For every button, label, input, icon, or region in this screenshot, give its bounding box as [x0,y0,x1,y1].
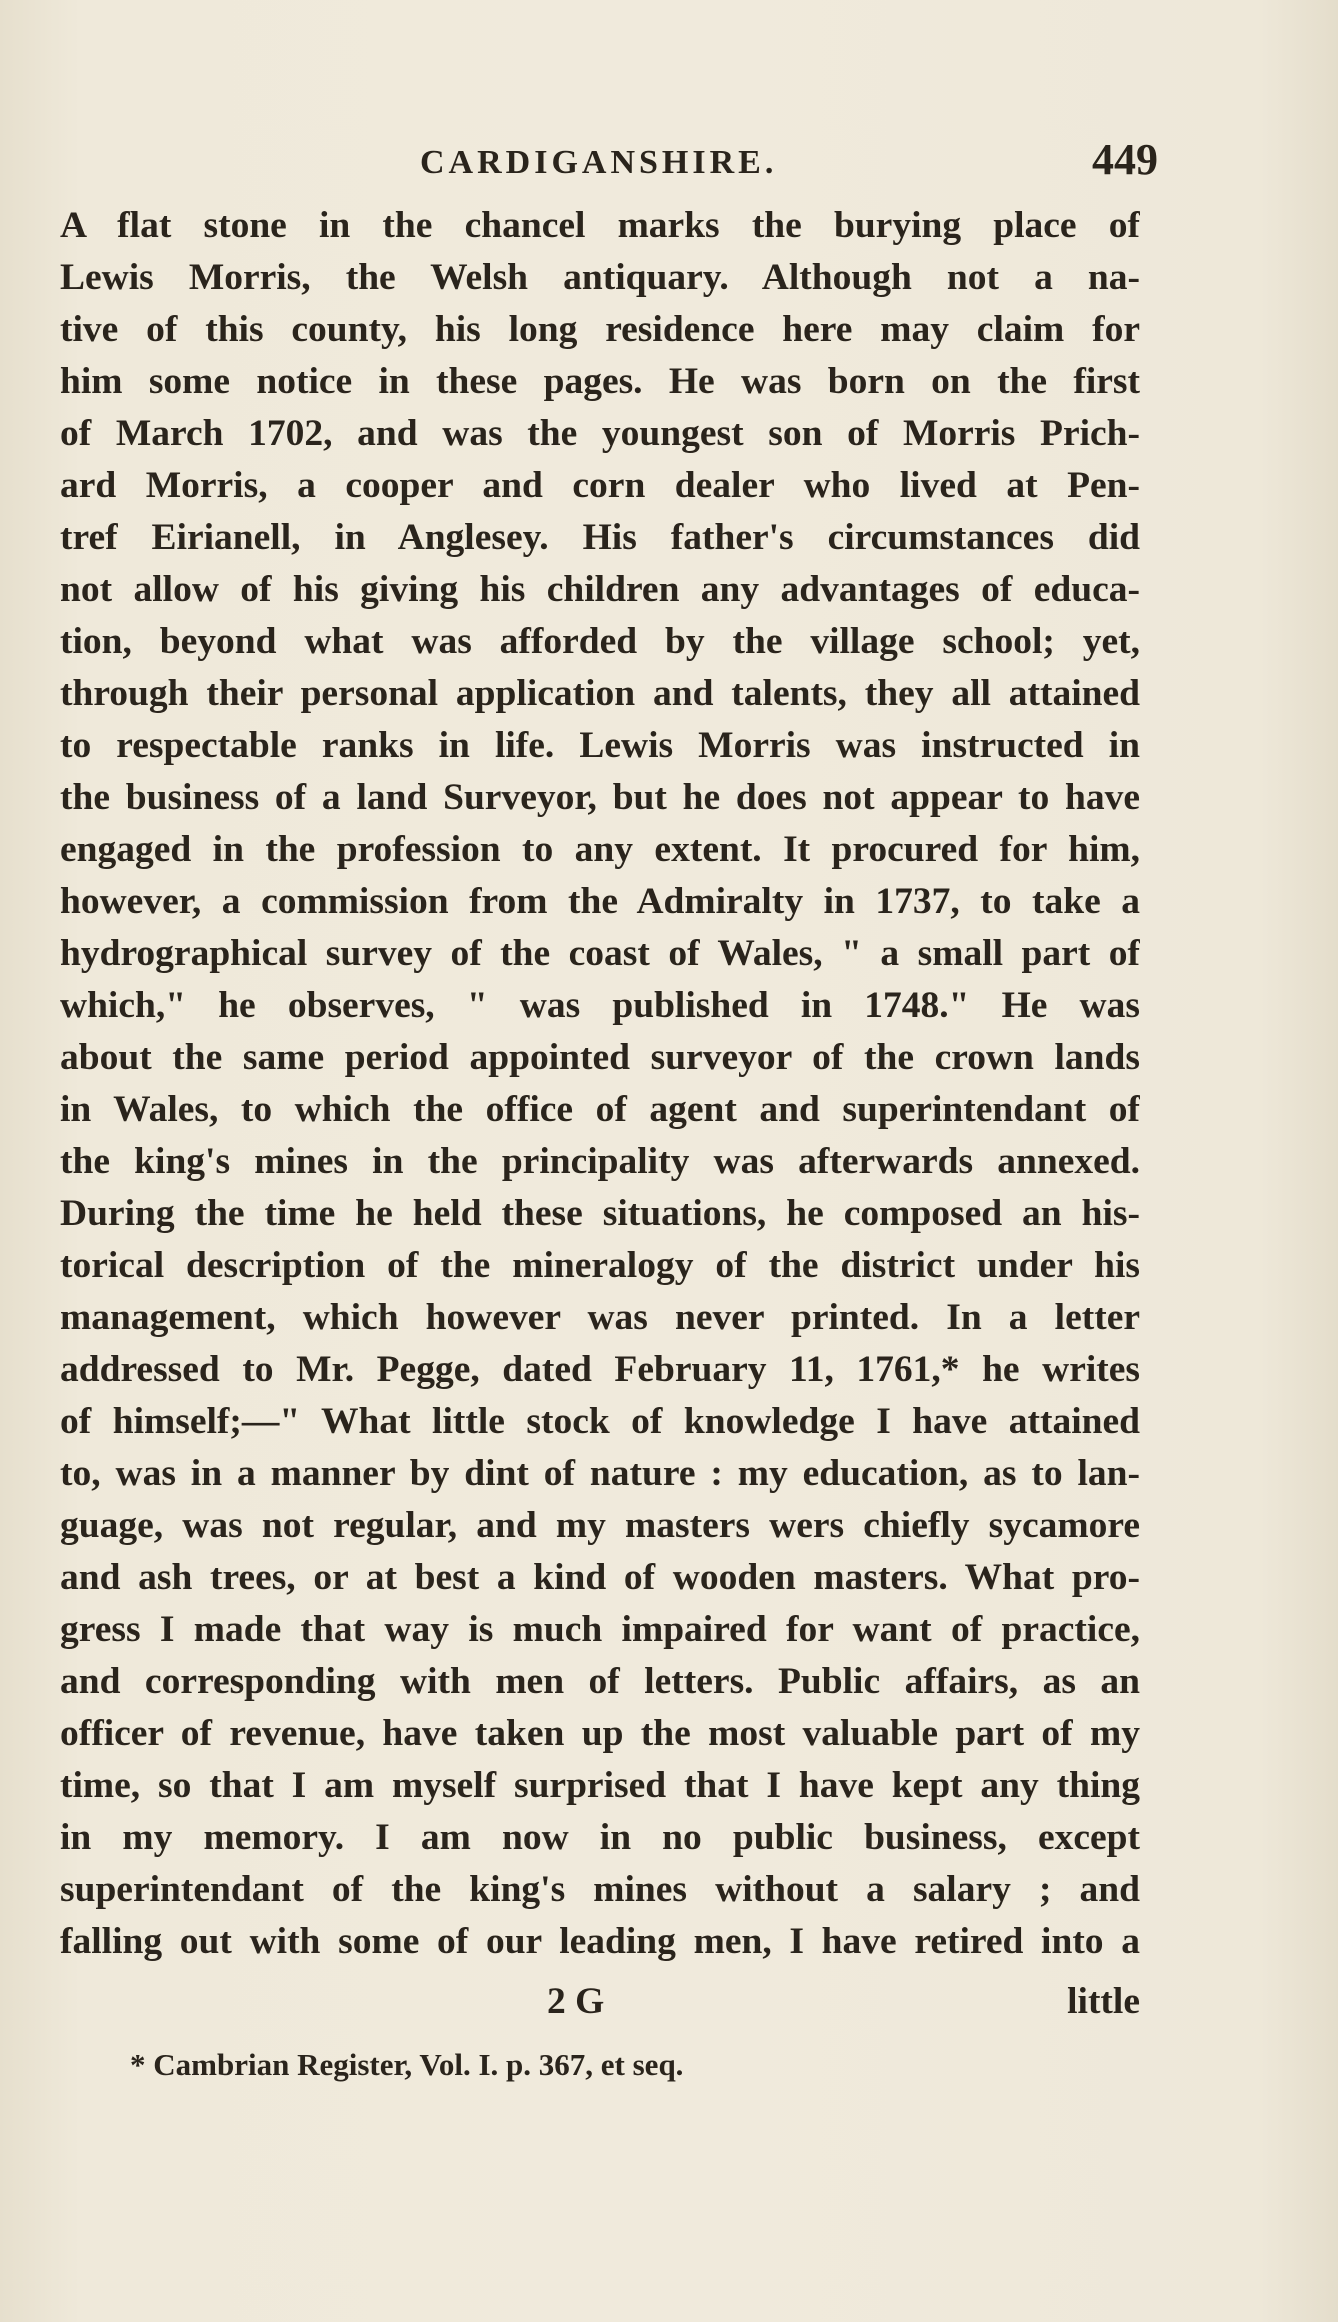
text-line: not allow of his giving his children any advantages of educa- [60,569,1140,610]
text-line: falling out with some of our leading men, I have retired into a [60,1921,1140,1962]
text-line: superintendant of the king's mines without a salary ; and [60,1869,1140,1910]
text-line: about the same period appointed surveyor of the crown lands [60,1037,1140,1078]
page-header [60,128,1158,188]
text-line: of March 1702, and was the youngest son of Morris Prich- [60,413,1140,454]
text-line: tref Eirianell, in Anglesey. His father's circumstances did [60,517,1140,558]
signature-mark: 2 G [547,1981,605,2022]
text-line: management, which however was never printed. In a letter [60,1297,1140,1338]
running-head: CARDIGANSHIRE. [420,144,778,181]
text-line: tion, beyond what was afforded by the village school; yet, [60,621,1140,662]
text-line: Lewis Morris, the Welsh antiquary. Although not a na- [60,257,1140,298]
text-line: tive of this county, his long residence here may claim for [60,309,1140,350]
text-line: torical description of the mineralogy of the district under his [60,1245,1140,1286]
text-line: the king's mines in the principality was afterwards annexed. [60,1141,1140,1182]
text-line: through their personal application and talents, they all attained [60,673,1140,714]
text-line: to, was in a manner by dint of nature : my education, as to lan- [60,1453,1140,1494]
text-line: engaged in the profession to any extent. It procured for him, [60,829,1140,870]
text-line: of himself;—" What little stock of knowledge I have attained [60,1401,1140,1442]
text-line: to respectable ranks in life. Lewis Morris was instructed in [60,725,1140,766]
text-line: During the time he held these situations, he composed an his- [60,1193,1140,1234]
text-line: which," he observes, " was published in 1748." He was [60,985,1140,1026]
text-line: officer of revenue, have taken up the most valuable part of my [60,1713,1140,1754]
text-line: and corresponding with men of letters. Public affairs, as an [60,1661,1140,1702]
text-line: in Wales, to which the office of agent and superintendant of [60,1089,1140,1130]
page-number: 449 [1092,135,1158,184]
body-text [60,200,1140,1968]
text-line: addressed to Mr. Pegge, dated February 11, 1761,* he writes [60,1349,1140,1390]
text-line: time, so that I am myself surprised that I have kept any thing [60,1765,1140,1806]
text-line: however, a commission from the Admiralty in 1737, to take a [60,881,1140,922]
text-line: him some notice in these pages. He was born on the first [60,361,1140,402]
text-line: guage, was not regular, and my masters wers chiefly sycamore [60,1505,1140,1546]
text-line: and ash trees, or at best a kind of wooden masters. What pro- [60,1557,1140,1598]
footnote: * Cambrian Register, Vol. I. p. 367, et seq. [130,2047,684,2082]
text-line: the business of a land Surveyor, but he does not appear to have [60,777,1140,818]
catchword: little [1067,1981,1140,2022]
text-line: ard Morris, a cooper and corn dealer who lived at Pen- [60,465,1140,506]
catchline [60,1976,1140,2028]
text-line: hydrographical survey of the coast of Wales, " a small part of [60,933,1140,974]
text-line: gress I made that way is much impaired for want of practice, [60,1609,1140,1650]
text-line: A flat stone in the chancel marks the burying place of [60,205,1140,246]
text-line: in my memory. I am now in no public business, except [60,1817,1140,1858]
